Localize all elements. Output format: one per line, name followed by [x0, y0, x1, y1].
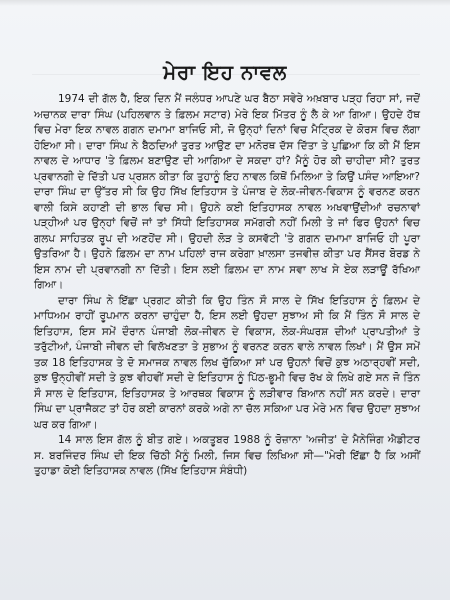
title-divider	[32, 74, 420, 75]
page-top-shadow	[0, 0, 450, 6]
paragraph-3: 14 ਸਾਲ ਇਸ ਗੱਲ ਨੂੰ ਬੀਤ ਗਏ। ਅਕਤੂਬਰ 1988 ਨੂੰ ਰੋਜ਼ਾਨਾ 'ਅਜੀਤ' ਦੇ ਮੈਨੇਜਿੰਗ ਐਡੀਟਰ ਸ. ਬਰਜਿੰਦਰ ਸਿੰਘ ਦੀ ਇਕ ਚਿੱਠੀ ਮੈਨੂੰ ਮਿਲੀ, ਜਿਸ ਵਿਚ ਲਿਖਿਆ ਸੀ—"ਮੇਰੀ ਇੱਛਾ ਹੈ ਕਿ ਅਸੀਂ ਤੁਹਾਡਾ ਕੋਈ ਇਤਿਹਾਸਕ ਨਾਵਲ (ਸਿੱਖ ਇਤਿਹਾਸ ਸੰਬੰਧੀ)	[34, 434, 420, 477]
paragraph-2: ਦਾਰਾ ਸਿੰਘ ਨੇ ਇੱਛਾ ਪ੍ਰਗਟ ਕੀਤੀ ਕਿ ਉਹ ਤਿੰਨ ਸੌ ਸਾਲ ਦੇ ਸਿੱਖ ਇਤਿਹਾਸ ਨੂੰ ਫ਼ਿਲਮ ਦੇ ਮਾਧਿਅਮ ਰਾਹੀਂ ਰੂਪਮਾਨ ਕਰਨਾ ਚਾਹੁੰਦਾ ਹੈ, ਇਸ ਲਈ ਉਹਦਾ ਸੁਝਾਅ ਸੀ ਕਿ ਮੈਂ ਤਿੰਨ ਸੌ ਸਾਲ ਦੇ ਇਤਿਹਾਸ, ਇਸ ਸਮੇਂ ਦੌਰਾਨ ਪੰਜਾਬੀ ਲੋਕ-ਜੀਵਨ ਦੇ ਵਿਕਾਸ, ਲੋਕ-ਸੰਘਰਸ਼ ਦੀਆਂ ਪ੍ਰਾਪਤੀਆਂ ਤੇ ਤਰੁੱਟੀਆਂ, ਪੰਜਾਬੀ ਜੀਵਨ ਦੀ ਵਿਲੱਖਣਤਾ ਤੇ ਸੁਭਾਅ ਨੂੰ ਵਰਨਣ ਕਰਨ ਵਾਲੇ ਨਾਵਲ ਲਿਖਾਂ। ਮੈਂ ਉਸ ਸਮੇਂ ਤਕ 18 ਇਤਿਹਾਸਕ ਤੇ ਦੋ ਸਮਾਜਕ ਨਾਵਲ ਲਿਖ ਚੁੱਕਿਆ ਸਾਂ ਪਰ ਉਹਨਾਂ ਵਿਚੋਂ ਕੁਝ ਅਠਾਰ੍ਹਵੀਂ ਸਦੀ, ਕੁਝ ਉਨ੍ਹੀਵੀਂ ਸਦੀ ਤੇ ਕੁਝ ਵੀਹਵੀਂ ਸਦੀ ਦੇ ਇਤਿਹਾਸ ਨੂੰ ਪਿੱਠ-ਭੂਮੀ ਵਿਚ ਰੱਖ ਕੇ ਲਿਖੇ ਗਏ ਸਨ ਜੋ ਤਿੰਨ ਸੌ ਸਾਲ ਦੇ ਇਤਿਹਾਸ, ਇਤਿਹਾਸਕ ਤੇ ਆਰਥਕ ਵਿਕਾਸ ਨੂੰ ਲੜੀਵਾਰ ਬਿਆਨ ਨਹੀਂ ਸਨ ਕਰਦੇ। ਦਾਰਾ ਸਿੰਘ ਦਾ ਪ੍ਰਾਜੈਕਟ ਤਾਂ ਹੋਰ ਕਈ ਕਾਰਨਾਂ ਕਰਕੇ ਅਗੇ ਨਾ ਚੱਲ ਸਕਿਆ ਪਰ ਮੇਰੇ ਮਨ ਵਿਚ ਉਹਦਾ ਸੁਝਾਅ ਘਰ ਕਰ ਗਿਆ।	[34, 294, 420, 431]
body-text	[34, 92, 420, 480]
paragraph-1: 1974 ਦੀ ਗੱਲ ਹੈ, ਇਕ ਦਿਨ ਮੈਂ ਜਲੰਧਰ ਆਪਣੇ ਘਰ ਬੈਠਾ ਸਵੇਰੇ ਅਖ਼ਬਾਰ ਪੜ੍ਹ ਰਿਹਾ ਸਾਂ, ਜਦੋਂ ਅਚਾਨਕ ਦਾਰਾ ਸਿੰਘ (ਪਹਿਲਵਾਨ ਤੇ ਫ਼ਿਲਮ ਸਟਾਰ) ਮੇਰੇ ਇਕ ਮਿੱਤਰ ਨੂੰ ਲੈ ਕੇ ਆ ਗਿਆ। ਉਹਦੇ ਹੱਥ ਵਿਚ ਮੇਰਾ ਇਕ ਨਾਵਲ ਗਗਨ ਦਮਾਮਾ ਬਾਜਿਓ ਸੀ, ਜੋ ਉਨ੍ਹਾਂ ਦਿਨਾਂ ਵਿਚ ਮੈਟ੍ਰਿਕ ਦੇ ਕੋਰਸ ਵਿਚ ਲੱਗਾ ਹੋਇਆ ਸੀ। ਦਾਰਾ ਸਿੰਘ ਨੇ ਬੈਠਦਿਆਂ ਤੁਰਤ ਆਉਣ ਦਾ ਮਨੋਰਥ ਦੱਸ ਦਿੱਤਾ ਤੇ ਪੁਛਿਆ ਕਿ ਕੀ ਮੈਂ ਇਸ ਨਾਵਲ ਦੇ ਆਧਾਰ 'ਤੇ ਫ਼ਿਲਮ ਬਣਾਉਣ ਦੀ ਆਗਿਆ ਦੇ ਸਕਦਾ ਹਾਂ? ਮੈਨੂੰ ਹੋਰ ਕੀ ਚਾਹੀਦਾ ਸੀ? ਤੁਰਤ ਪ੍ਰਵਾਨਗੀ ਦੇ ਦਿੱਤੀ ਪਰ ਪ੍ਰਸ਼ਨ ਕੀਤਾ ਕਿ ਤੁਹਾਨੂੰ ਇਹ ਨਾਵਲ ਕਿਥੋਂ ਮਿਲਿਆ ਤੇ ਕਿਉਂ ਪਸੰਦ ਆਇਆ? ਦਾਰਾ ਸਿੰਘ ਦਾ ਉੱਤਰ ਸੀ ਕਿ ਉਹ ਸਿੱਖ ਇਤਿਹਾਸ ਤੇ ਪੰਜਾਬ ਦੇ ਲੋਕ-ਜੀਵਨ-ਵਿਕਾਸ ਨੂੰ ਵਰਨਣ ਕਰਨ ਵਾਲੀ ਕਿਸੇ ਕਹਾਣੀ ਦੀ ਭਾਲ ਵਿਚ ਸੀ। ਉਹਨੇ ਕਈ ਇਤਿਹਾਸਕ ਨਾਵਲ ਅਖਵਾਉਂਦੀਆਂ ਰਚਨਾਵਾਂ ਪੜ੍ਹੀਆਂ ਪਰ ਉਨ੍ਹਾਂ ਵਿਚੋਂ ਜਾਂ ਤਾਂ ਸਿੱਧੀ ਇਤਿਹਾਸਕ ਸਮੱਗਰੀ ਨਹੀਂ ਮਿਲੀ ਤੇ ਜਾਂ ਫਿਰ ਉਹਨਾਂ ਵਿਚ ਗਲਪ ਸਾਹਿਤਕ ਰੂਪ ਦੀ ਅਣਹੋਂਦ ਸੀ। ਉਹਦੀ ਲੋੜ ਤੇ ਕਸਵੱਟੀ 'ਤੇ ਗਗਨ ਦਮਾਮਾ ਬਾਜਿਓ ਹੀ ਪੂਰਾ ਉਤਰਿਆ ਹੈ। ਉਹਨੇ ਫ਼ਿਲਮ ਦਾ ਨਾਮ ਪਹਿਲਾਂ ਰਾਜ ਕਰੇਗਾ ਖ਼ਾਲਸਾ ਤਜਵੀਜ਼ ਕੀਤਾ ਪਰ ਸੈਂਸਰ ਬੋਰਡ ਨੇ ਇਸ ਨਾਮ ਦੀ ਪ੍ਰਵਾਨਗੀ ਨਾ ਦਿੱਤੀ। ਇਸ ਲਈ ਫ਼ਿਲਮ ਦਾ ਨਾਮ ਸਵਾ ਲਾਖ ਸੇ ਏਕ ਲੜਾਊਂ ਰੱਖਿਆ ਗਿਆ।	[34, 93, 420, 291]
page-title: ਮੇਰਾ ਇਹ ਨਾਵਲ	[163, 60, 287, 84]
